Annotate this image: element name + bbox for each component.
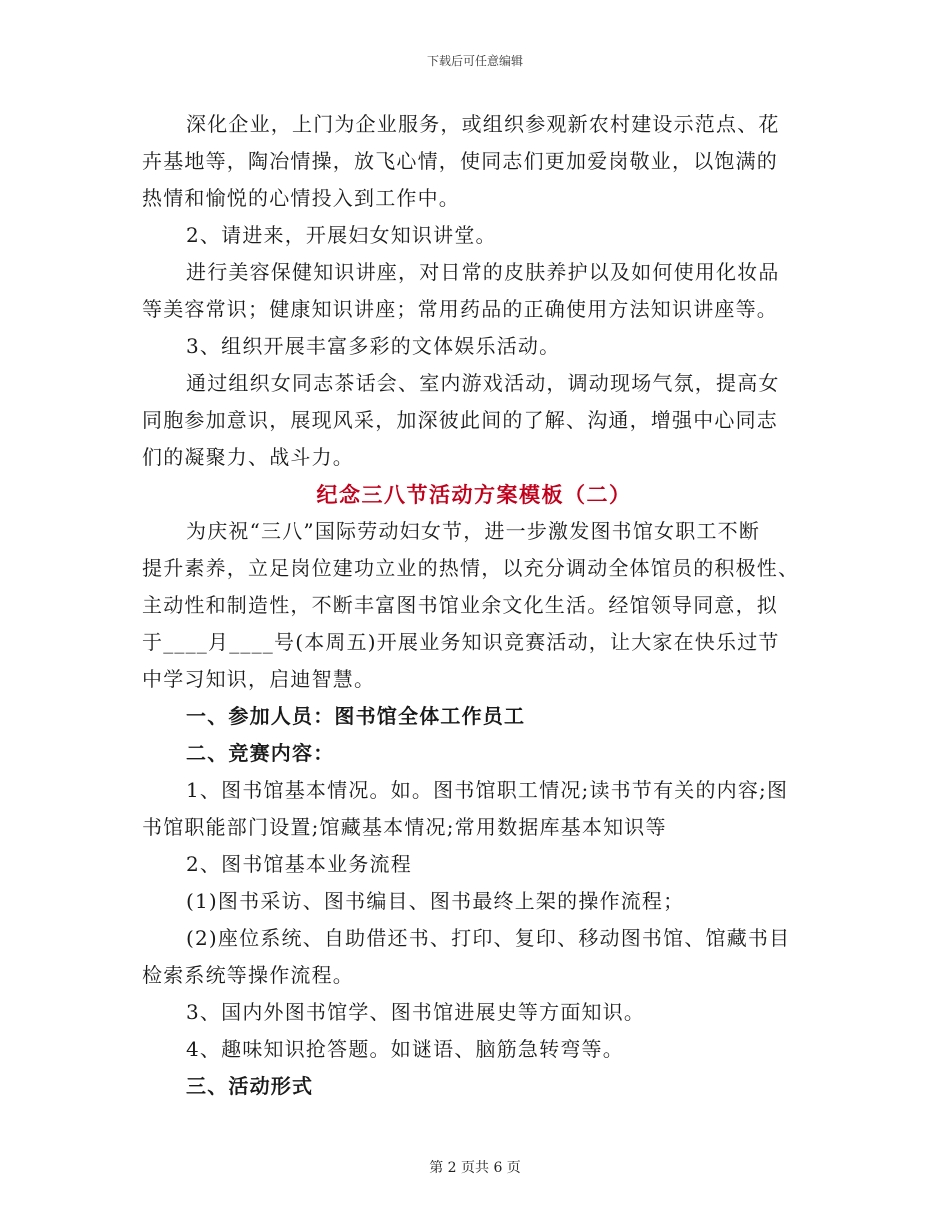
text-line: 进行美容保健知识讲座，对日常的皮肤养护以及如何使用化妆品 [186,260,780,284]
text-line: 于____月____号(本周五)开展业务知识竞赛活动，让大家在快乐过节 [142,630,780,654]
text-line: (1)图书采访、图书编目、图书最终上架的操作流程； [186,889,685,913]
text-line: 3、国内外图书馆学、图书馆进展史等方面知识。 [186,1000,646,1024]
text-line: 为庆祝“三八”国际劳动妇女节，进一步激发图书馆女职工不断 [186,519,761,543]
text-line: 2、图书馆基本业务流程 [186,852,412,876]
text-line: 三、活动形式 [186,1074,314,1098]
text-line: 2、请进来，开展妇女知识讲堂。 [186,223,497,247]
text-line: 3、组织开展丰富多彩的文体娱乐活动。 [186,334,561,358]
text-line: 同胞参加意识，展现风采，加深彼此间的了解、沟通，增强中心同志 [142,408,778,432]
text-line: 等美容常识；健康知识讲座；常用药品的正确使用方法知识讲座等。 [142,297,778,321]
text-line: 提升素养，立足岗位建功立业的热情，以充分调动全体馆员的积极性、 [142,556,800,580]
text-line: 检索系统等操作流程。 [142,963,354,987]
text-line: 1、图书馆基本情况。如。图书馆职工情况;读书节有关的内容;图 [186,778,789,802]
text-line: 主动性和制造性，不断丰富图书馆业余文化生活。经馆领导同意，拟 [142,593,778,617]
document-body [142,106,806,1105]
text-line: 卉基地等，陶冶情操，放飞心情，使同志们更加爱岗敬业，以饱满的 [142,149,778,173]
text-line: 中学习知识，启迪智慧。 [142,667,376,691]
text-line: 通过组织女同志茶话会、室内游戏活动，调动现场气氛，提高女 [186,371,780,395]
text-line: 二、竞赛内容： [186,741,335,765]
header-note: 下载后可任意编辑 [426,54,523,68]
text-line: 一、参加人员：图书馆全体工作员工 [186,704,526,728]
section-title: 纪念三八节活动方案模板（二） [316,482,632,507]
text-line: 深化企业，上门为企业服务，或组织参观新农村建设示范点、花 [186,112,780,136]
text-line: 们的凝聚力、战斗力。 [142,445,354,469]
page-number: 第 2 页共 6 页 [429,1160,521,1176]
text-line: 热情和愉悦的心情投入到工作中。 [142,186,460,210]
text-line: 4、趣味知识抢答题。如谜语、脑筋急转弯等。 [186,1037,624,1061]
text-line: 书馆职能部门设置;馆藏基本情况;常用数据库基本知识等 [142,815,667,839]
text-line: (2)座位系统、自助借还书、打印、复印、移动图书馆、馆藏书目 [186,926,791,950]
